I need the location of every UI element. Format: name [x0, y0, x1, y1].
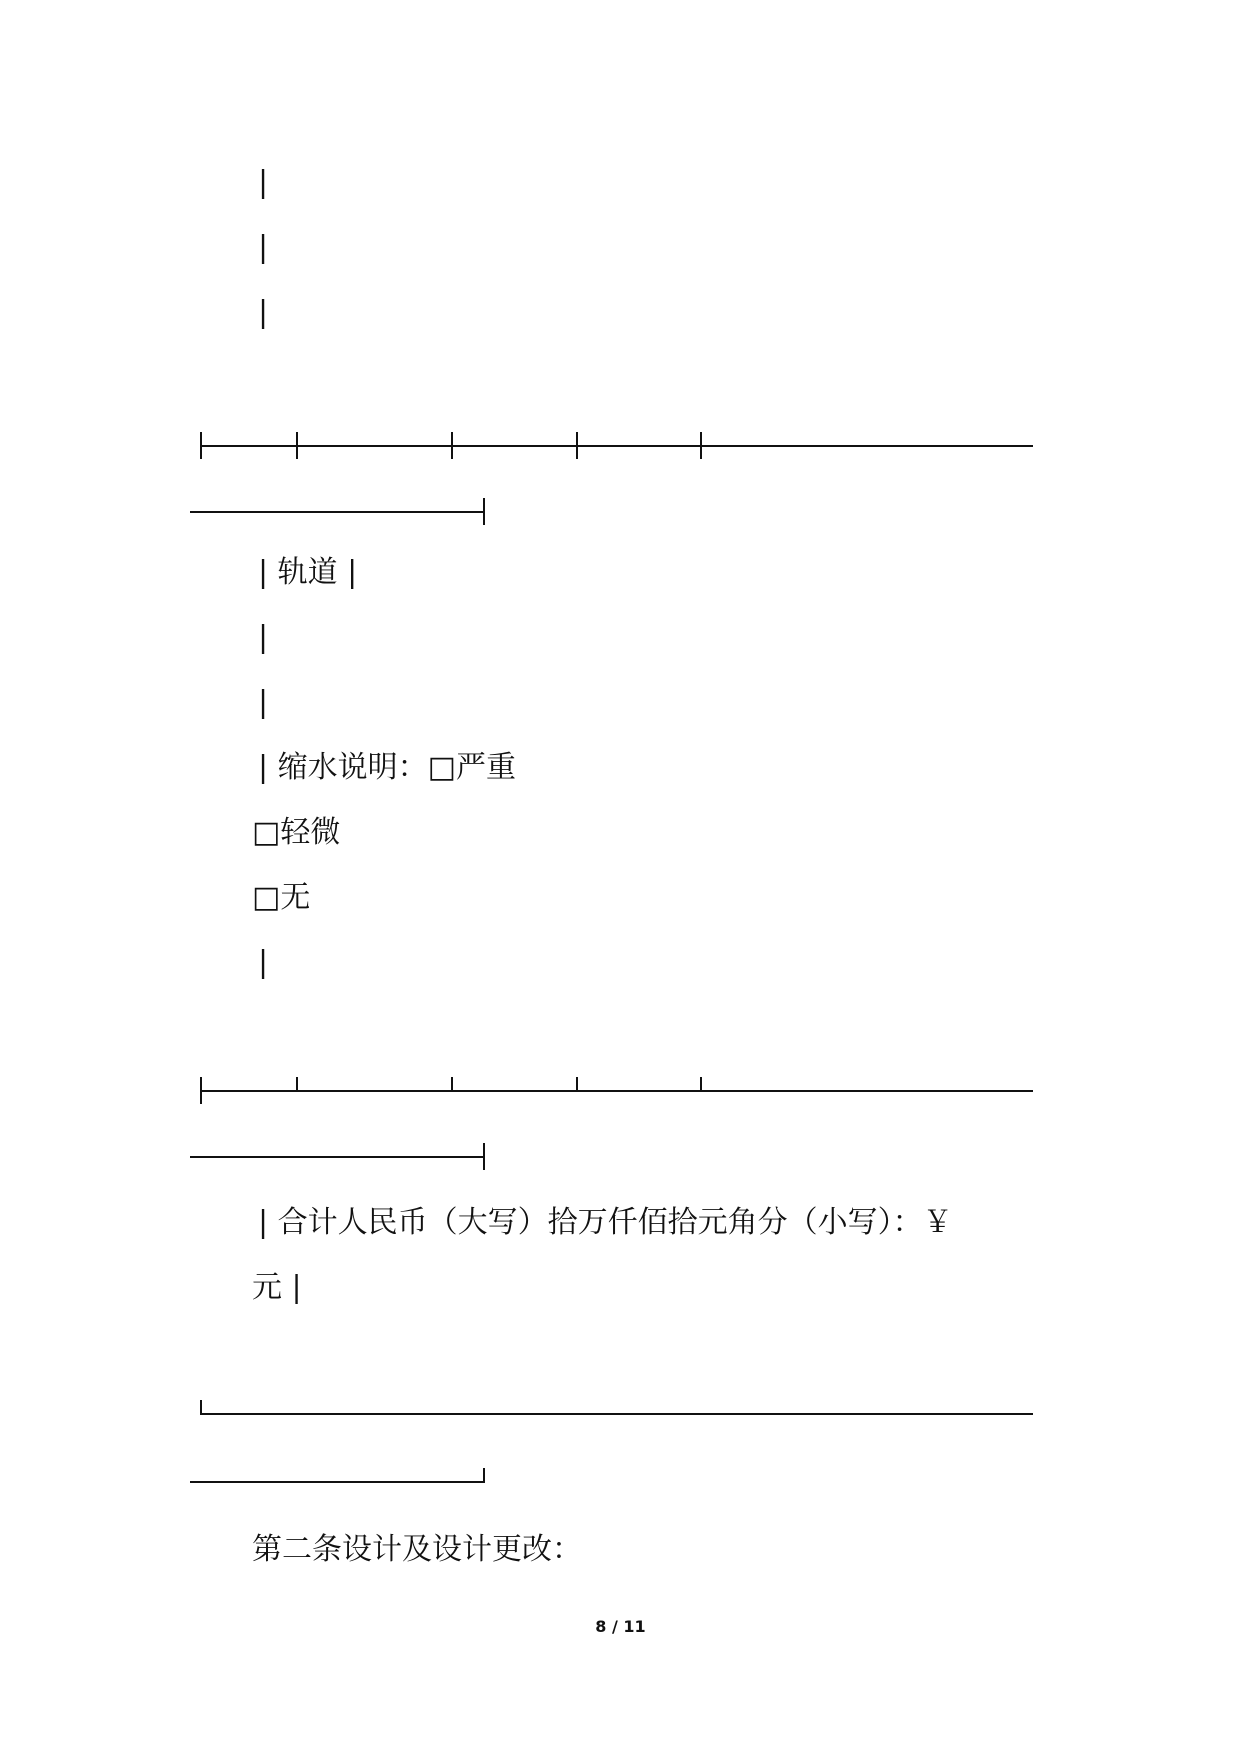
table-border-bar: | — [258, 945, 269, 980]
checkbox-none[interactable]: □无 — [252, 880, 311, 915]
table-border-bar: | — [258, 295, 269, 330]
shrink-description: | 缩水说明：□严重 — [258, 750, 516, 785]
checkbox-light[interactable]: □轻微 — [252, 815, 341, 850]
total-amount-yuan: 元 | — [252, 1270, 302, 1305]
track-row: | 轨道 | — [258, 555, 358, 590]
total-amount-line: | 合计人民币（大写）拾万仟佰拾元角分（小写）：￥ — [258, 1205, 953, 1240]
page-number: 8 / 11 — [595, 1617, 646, 1636]
table-border-bar: | — [258, 165, 269, 200]
table-border-bar: | — [258, 685, 269, 720]
table-border-bar: | — [258, 620, 269, 655]
table-border-bar: | — [258, 230, 269, 265]
article-two-heading: 第二条设计及设计更改： — [252, 1532, 582, 1567]
